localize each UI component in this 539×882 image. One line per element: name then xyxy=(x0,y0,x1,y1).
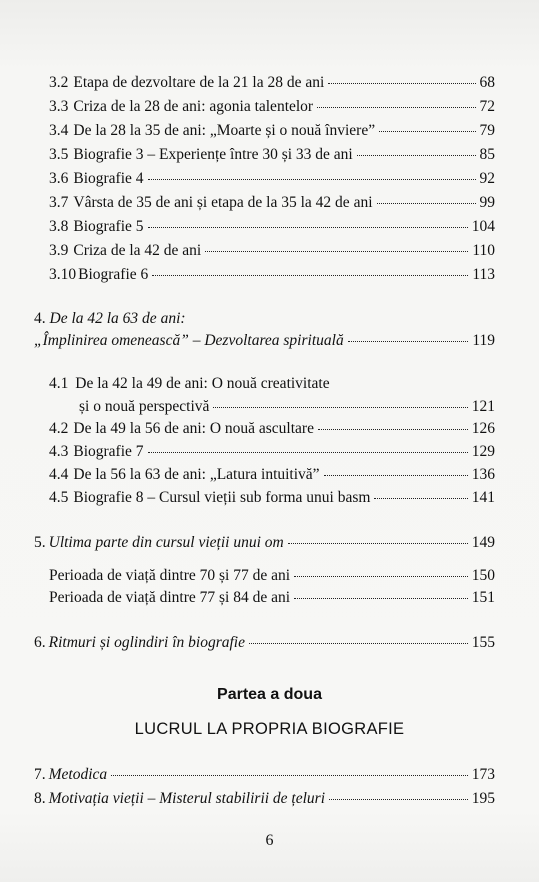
entry-title: Biografie 7 xyxy=(73,443,144,460)
entry-title: Criza de la 42 de ani xyxy=(73,242,202,259)
toc-chapter-6[interactable] xyxy=(34,634,495,652)
part-title: LUCRUL LA PROPRIA BIOGRAFIE xyxy=(134,720,405,738)
dot-leader xyxy=(148,452,468,453)
toc-entry-3-8[interactable] xyxy=(49,218,495,236)
toc-entry-3-2[interactable] xyxy=(49,74,495,92)
entry-page-number: 195 xyxy=(471,790,495,807)
dot-leader xyxy=(329,799,468,800)
entry-number: 4.5 xyxy=(49,489,69,506)
chapter-title: De la 42 la 63 de ani: xyxy=(49,310,186,327)
chapter-title: Motivația vieții – Misterul stabilirii de țeluri xyxy=(48,790,326,807)
dot-leader xyxy=(348,341,469,342)
chapter-title: Ultima parte din cursul vieții unui om xyxy=(48,534,284,551)
entry-page-number: 104 xyxy=(471,218,495,235)
entry-number: 3.10 xyxy=(49,266,77,283)
dot-leader xyxy=(294,576,468,577)
toc-entry-4-3[interactable] xyxy=(49,443,495,461)
entry-page-number: 72 xyxy=(479,98,495,115)
dot-leader xyxy=(249,643,468,644)
toc-entry-3-7[interactable] xyxy=(49,194,495,212)
toc-chapter-4-line2[interactable] xyxy=(34,332,495,350)
entry-number: 3.9 xyxy=(49,242,69,259)
toc-entry-4-1-line1[interactable] xyxy=(49,375,330,393)
entry-title: Biografie 8 – Cursul vieții sub forma unui basm xyxy=(73,489,371,506)
entry-page-number: 68 xyxy=(479,74,495,91)
entry-number: 3.7 xyxy=(49,194,69,211)
entry-title: Etapa de dezvoltare de la 21 la 28 de ani xyxy=(73,74,325,91)
entry-page-number: 126 xyxy=(471,420,495,437)
entry-page-number: 151 xyxy=(471,589,495,606)
dot-leader xyxy=(317,107,475,108)
entry-number: 3.4 xyxy=(49,122,69,139)
chapter-title: Ritmuri și oglindiri în biografie xyxy=(48,634,245,651)
chapter-title-continued: „Împlinirea omenească” – Dezvoltarea spirituală xyxy=(34,332,344,349)
entry-number: 3.6 xyxy=(49,170,69,187)
entry-page-number: 129 xyxy=(471,443,495,460)
entry-title: Biografie 6 xyxy=(78,266,149,283)
entry-title: Vârsta de 35 de ani și etapa de la 35 la 42 de ani xyxy=(73,194,373,211)
entry-page-number: 155 xyxy=(471,634,495,651)
entry-page-number: 85 xyxy=(479,146,495,163)
entry-number: 4.4 xyxy=(49,466,69,483)
entry-number: 3.5 xyxy=(49,146,69,163)
entry-number: 4.2 xyxy=(49,420,69,437)
dot-leader xyxy=(377,203,476,204)
dot-leader xyxy=(318,429,468,430)
dot-leader xyxy=(379,131,475,132)
page-number: 6 xyxy=(265,832,274,849)
entry-number: 4.3 xyxy=(49,443,69,460)
dot-leader xyxy=(148,179,476,180)
entry-number: 3.2 xyxy=(49,74,69,91)
entry-page-number: 173 xyxy=(471,766,495,783)
toc-entry-4-5[interactable] xyxy=(49,489,495,507)
entry-title: Criza de la 28 de ani: agonia talentelor xyxy=(73,98,314,115)
dot-leader xyxy=(294,598,468,599)
entry-page-number: 99 xyxy=(479,194,495,211)
entry-page-number: 136 xyxy=(471,466,495,483)
chapter-title: Metodica xyxy=(48,766,108,783)
entry-title: De la 56 la 63 de ani: „Latura intuitivă” xyxy=(73,466,320,483)
toc-chapter-7[interactable] xyxy=(34,766,495,784)
toc-entry-3-4[interactable] xyxy=(49,122,495,140)
chapter-number: 7. xyxy=(34,766,46,783)
entry-title: Biografie 4 xyxy=(73,170,144,187)
entry-page-number: 79 xyxy=(479,122,495,139)
chapter-number: 8. xyxy=(34,790,46,807)
entry-page-number: 149 xyxy=(471,534,495,551)
toc-entry-4-2[interactable] xyxy=(49,420,495,438)
entry-number: 3.3 xyxy=(49,98,69,115)
chapter-number: 4. xyxy=(34,310,46,327)
entry-title: De la 28 la 35 de ani: „Moarte și o nouă înviere” xyxy=(73,122,376,139)
dot-leader xyxy=(205,251,468,252)
entry-title: De la 49 la 56 de ani: O nouă ascultare xyxy=(73,420,314,437)
toc-entry-3-5[interactable] xyxy=(49,146,495,164)
entry-page-number: 119 xyxy=(472,332,495,349)
entry-page-number: 150 xyxy=(471,567,495,584)
part-label: Partea a doua xyxy=(217,686,322,703)
toc-entry-4-4[interactable] xyxy=(49,466,495,484)
entry-page-number: 121 xyxy=(471,398,495,415)
toc-chapter-8[interactable] xyxy=(34,790,495,808)
entry-title: Biografie 3 – Experiențe între 30 și 33 de ani xyxy=(73,146,353,163)
dot-leader xyxy=(111,775,468,776)
dot-leader xyxy=(152,275,468,276)
chapter-number: 5. xyxy=(34,534,46,551)
entry-page-number: 141 xyxy=(471,489,495,506)
dot-leader xyxy=(213,407,467,408)
entry-number: 3.8 xyxy=(49,218,69,235)
chapter-number: 6. xyxy=(34,634,46,651)
toc-entry-5-b[interactable] xyxy=(49,589,495,607)
entry-page-number: 92 xyxy=(479,170,495,187)
toc-chapter-5[interactable] xyxy=(34,534,495,552)
dot-leader xyxy=(288,543,468,544)
dot-leader xyxy=(148,227,468,228)
entry-title: De la 42 la 49 de ani: O nouă creativitate xyxy=(75,375,330,392)
toc-entry-3-6[interactable] xyxy=(49,170,495,188)
toc-entry-3-9[interactable] xyxy=(49,242,495,260)
dot-leader xyxy=(324,475,468,476)
entry-number: 4.1 xyxy=(49,375,69,392)
entry-title: Perioada de viață dintre 77 și 84 de ani xyxy=(49,589,291,606)
entry-title: Perioada de viață dintre 70 și 77 de ani xyxy=(49,567,291,584)
entry-page-number: 113 xyxy=(472,266,495,283)
entry-page-number: 110 xyxy=(472,242,495,259)
toc-entry-4-1-line2[interactable] xyxy=(79,398,495,416)
entry-title: Biografie 5 xyxy=(73,218,144,235)
toc-entry-3-10[interactable] xyxy=(49,266,495,284)
toc-entry-5-a[interactable] xyxy=(49,567,495,585)
toc-chapter-4-line1[interactable] xyxy=(34,310,186,328)
dot-leader xyxy=(328,83,475,84)
entry-title-continued: și o nouă perspectivă xyxy=(79,398,210,415)
dot-leader xyxy=(374,498,467,499)
toc-entry-3-3[interactable] xyxy=(49,98,495,116)
dot-leader xyxy=(357,155,476,156)
